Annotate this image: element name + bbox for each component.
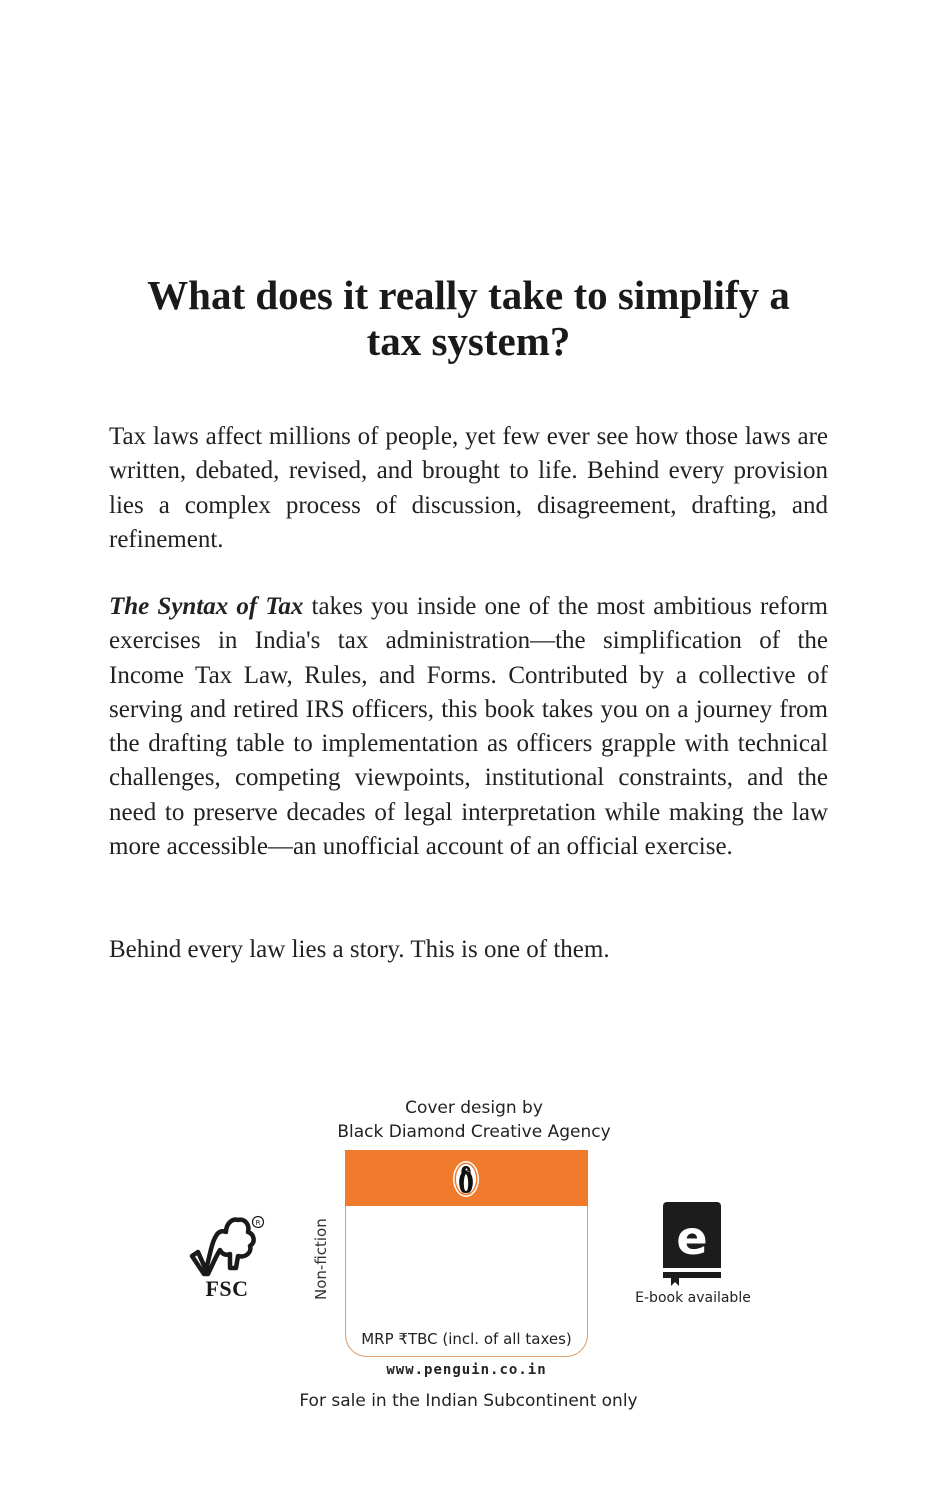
blurb-paragraph-3: Behind every law lies a story. This is one of them.	[109, 936, 610, 963]
sale-territory-note: For sale in the Indian Subcontinent only	[299, 1391, 638, 1411]
price-box	[345, 1150, 588, 1358]
fsc-label: FSC	[205, 1276, 249, 1301]
fsc-logo	[186, 1212, 268, 1302]
cover-design-credit	[324, 1096, 624, 1144]
blurb-paragraph-1: Tax laws affect millions of people, yet few ever see how those laws are written, debated, revised, and brought to life. Behind every provision lies a complex process of discussion, disagreement, drafting, and refinement.	[109, 423, 828, 553]
ebook-badge	[628, 1200, 758, 1310]
ebook-icon	[661, 1200, 723, 1288]
publisher-website: www.penguin.co.in	[386, 1362, 547, 1378]
headline-line-1: What does it really take to simplify a	[147, 272, 790, 318]
mrp-label: MRP ₹TBC (incl. of all taxes)	[361, 1330, 572, 1348]
credit-line-2: Black Diamond Creative Agency	[337, 1122, 611, 1142]
penguin-logo-icon	[452, 1160, 480, 1198]
genre-label: Non-fiction	[312, 1218, 330, 1300]
fsc-tree-icon	[186, 1212, 268, 1278]
book-title: The Syntax of Tax	[109, 593, 304, 620]
back-cover-headline	[0, 272, 937, 364]
ebook-label: E-book available	[635, 1290, 751, 1306]
svg-text:R: R	[255, 1219, 261, 1227]
ebook-glyph: e	[676, 1211, 708, 1265]
credit-line-1: Cover design by	[405, 1098, 543, 1118]
publisher-band	[345, 1150, 588, 1206]
blurb-paragraph-2-text: takes you inside one of the most ambitious reform exercises in India's tax administration—the simplification of the Income Tax Law, Rules, and Forms. Contributed by a collective of serving and retired IRS officers, this book takes you on a journey from the drafting table to implementation as officers grapple with technical challenges, competing viewpoints, institutional constraints, and the need to preserve decades of legal interpretation while making the law more accessible—an unofficial account of an official exercise.	[109, 593, 829, 861]
blurb-paragraph-2	[109, 590, 828, 864]
headline-line-2: tax system?	[366, 318, 571, 364]
